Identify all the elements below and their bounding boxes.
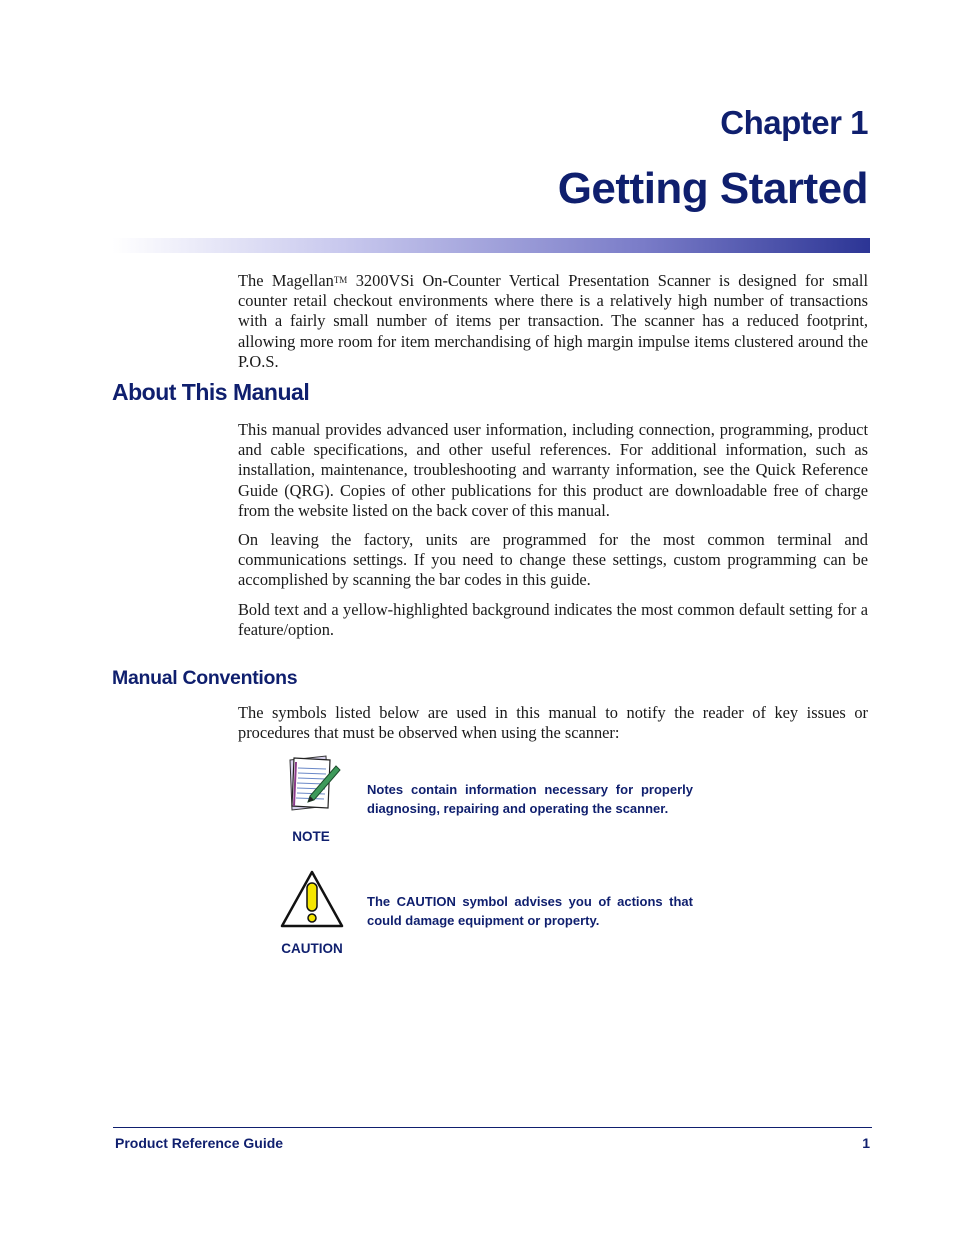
note-text: Notes contain information necessary for properly diagnosing, repairing and operating the scanner.	[367, 782, 693, 816]
conventions-intro: The symbols listed below are used in this manual to notify the reader of key issues or procedures that must be observed when using the scanner:	[238, 703, 868, 743]
section-heading-conventions: Manual Conventions	[112, 667, 298, 689]
caution-label: CAUTION	[281, 941, 343, 956]
about-paragraph-1: This manual provides advanced user information, including connection, programming, product and cable specifications, and other useful references. For additional information, such as installation, maintenance, troubleshooting and warranty information, see the Quick Reference Guide (QRG). Copies of other publications for this product are downloadable free of charge from the website listed on the back cover of this manual.	[238, 420, 868, 520]
chapter-number: Chapter 1	[720, 104, 868, 141]
about-paragraph-3: Bold text and a yellow-highlighted background indicates the most common default setting for a feature/option.	[238, 600, 868, 640]
caution-text: The CAUTION symbol advises you of actions that could damage equipment or property.	[367, 894, 693, 928]
note-label: NOTE	[292, 829, 330, 844]
section-heading-about: About This Manual	[112, 379, 310, 405]
title-gradient-bar	[112, 238, 870, 253]
chapter-title: Getting Started	[557, 164, 868, 213]
caution-triangle-icon	[279, 869, 345, 934]
about-paragraph-2: On leaving the factory, units are programmed for the most common terminal and communications settings. If you need to change these settings, custom programming can be accomplished by scanning the bar codes in this guide.	[238, 530, 868, 590]
page-number: 1	[862, 1135, 870, 1151]
footer-guide-title: Product Reference Guide	[115, 1135, 284, 1151]
footer-divider	[113, 1127, 872, 1128]
trademark-mark: TM	[333, 275, 348, 285]
intro-paragraph: The Magellan™ 3200VSi On-Counter Vertical Presentation Scanner is designed for small counter retail checkout environments where there is a relatively high number of transactions with a fairly small number of items per transaction. The scanner has a reduced footprint, allowing more room for item merchandising of high margin impulse items clustered around the P.O.S.	[238, 271, 868, 371]
note-pad-pen-icon	[284, 754, 342, 819]
